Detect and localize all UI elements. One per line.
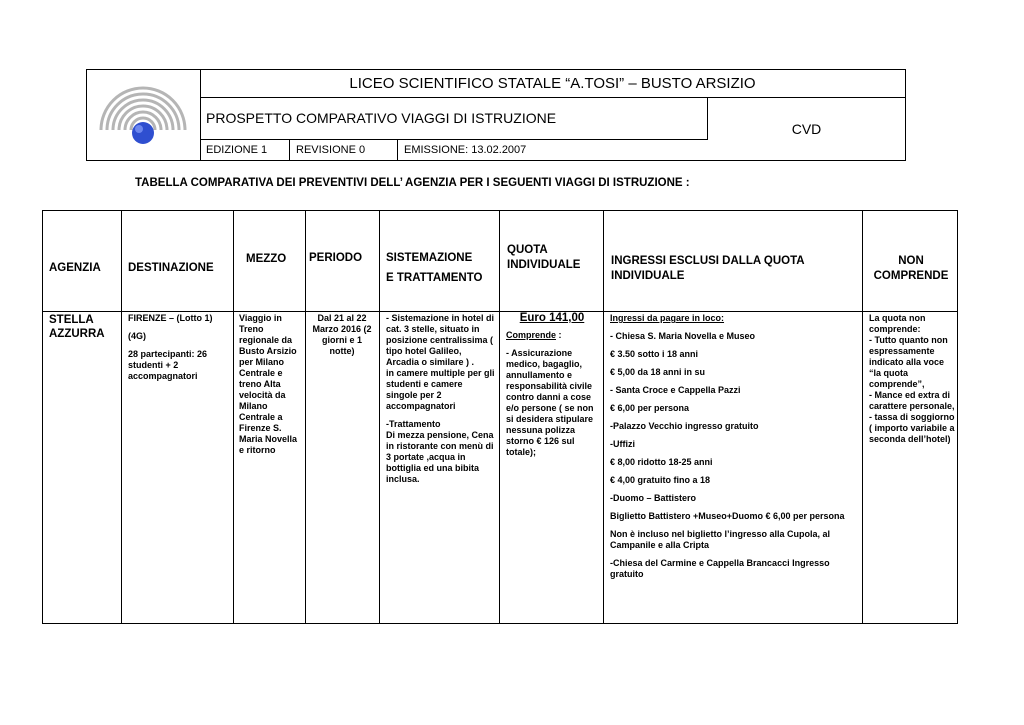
cell-periodo: Dal 21 al 22 Marzo 2016 (2 giorni e 1 notte) xyxy=(312,313,372,356)
header-non-comprende xyxy=(863,254,959,284)
cell-destinazione xyxy=(128,313,231,389)
header-destinazione: DESTINAZIONE xyxy=(128,262,214,274)
header-quota-line2: INDIVIDUALE xyxy=(507,259,581,271)
destination-class: (4G) xyxy=(128,331,146,341)
header-quota xyxy=(507,243,580,273)
ingressi-item: -Chiesa del Carmine e Cappella Brancacci Ingresso gratuito xyxy=(610,558,830,579)
column-divider xyxy=(379,211,380,623)
cell-sistemazione xyxy=(386,313,496,485)
cell-ingressi xyxy=(610,313,858,587)
document-title: PROSPETTO COMPARATIVO VIAGGI DI ISTRUZIONE xyxy=(200,97,708,140)
cell-mezzo: Viaggio in Treno regionale da Busto Arsizio per Milano Centrale e treno Alta velocità da Milano Centrale a Firenze S. Maria Novella e ritorno xyxy=(239,313,298,455)
table-subtitle: TABELLA COMPARATIVA DEI PREVENTIVI DELL’ AGENZIA PER I SEGUENTI VIAGGI DI ISTRUZIONE : xyxy=(135,177,690,189)
header-non-line1: NON xyxy=(898,255,924,267)
header-sistemazione xyxy=(386,251,482,286)
cell-quota xyxy=(506,313,598,458)
cell-agenzia xyxy=(49,313,105,341)
header-non-line2: COMPRENDE xyxy=(873,270,949,282)
emission-field: EMISSIONE: 13.02.2007 xyxy=(404,144,527,156)
sistemazione-hotel: - Sistemazione in hotel di cat. 3 stelle, situato in posizione centralissima ( tipo hotel Galileo, Arcadia o similare ) . xyxy=(386,313,495,367)
edition-field: EDIZIONE 1 xyxy=(200,140,290,160)
ingressi-item: € 5,00 da 18 anni in su xyxy=(610,367,706,377)
ingressi-item: Biglietto Battistero +Museo+Duomo € 6,00 per persona xyxy=(610,511,845,521)
ingressi-item: - Santa Croce e Cappella Pazzi xyxy=(610,385,741,395)
column-divider xyxy=(121,211,122,623)
column-divider xyxy=(499,211,500,623)
ingressi-item: -Palazzo Vecchio ingresso gratuito xyxy=(610,421,759,431)
header-quota-line1: QUOTA xyxy=(507,244,548,256)
ingressi-item: -Duomo – Battistero xyxy=(610,493,697,503)
agency-name-line1: STELLA xyxy=(49,314,94,326)
header-periodo: PERIODO xyxy=(309,252,363,264)
quota-comprende-colon: : xyxy=(556,330,562,340)
revision-field: REVISIONE 0 xyxy=(290,140,398,160)
ingressi-item: € 4,00 gratuito fino a 18 xyxy=(610,475,711,485)
column-divider xyxy=(603,211,604,623)
header-ingressi xyxy=(611,254,805,284)
quota-comprende-text: - Assicurazione medico, bagaglio, annullamento e responsabilità civile contro danni a cose e/o persone ( se non si desidera stipulare nessuna polizza storno € 126 sul totale); xyxy=(506,348,594,457)
column-divider xyxy=(233,211,234,623)
cell-non-comprende: La quota non comprende: - Tutto quanto non espressamente indicato alla voce “la quota comprende”, - Mance ed extra di carattere personale, - tassa di soggiorno ( importo variabile a seconda dell’hotel) xyxy=(869,313,955,444)
header-mezzo: MEZZO xyxy=(246,253,287,265)
quota-comprende-label: Comprende xyxy=(506,330,557,340)
ingressi-item: € 8,00 ridotto 18-25 anni xyxy=(610,457,713,467)
header-row-divider xyxy=(43,311,957,312)
column-divider xyxy=(305,211,306,623)
document-code: CVD xyxy=(791,120,822,137)
ingressi-item: - Chiesa S. Maria Novella e Museo xyxy=(610,331,756,341)
agency-name-line2: AZZURRA xyxy=(49,328,105,340)
quota-price: Euro 141,00 xyxy=(519,312,585,324)
ingressi-item: Non è incluso nel biglietto l’ingresso alla Cupola, al Campanile e alla Cripta xyxy=(610,529,831,550)
document-header xyxy=(86,69,906,161)
school-logo xyxy=(87,70,201,160)
logo-arcs-icon xyxy=(87,70,200,160)
header-agenzia: AGENZIA xyxy=(49,262,101,274)
header-ingressi-line2: INDIVIDUALE xyxy=(611,270,685,282)
sistemazione-camere: in camere multiple per gli studenti e camere singole per 2 accompagnatori xyxy=(386,368,495,411)
ingressi-item: Ingressi da pagare in loco: xyxy=(610,313,725,323)
destination-participants: 28 partecipanti: 26 studenti + 2 accompagnatori xyxy=(128,349,208,381)
comparison-table xyxy=(42,210,958,624)
destination-city: FIRENZE – (Lotto 1) xyxy=(128,313,213,323)
ingressi-item: -Uffizi xyxy=(610,439,635,449)
ingressi-item: € 6,00 per persona xyxy=(610,403,690,413)
sistemazione-trattamento: Di mezza pensione, Cena in ristorante con menù di 3 portate ,acqua in bottiglia ed una bibita inclusa. xyxy=(386,430,494,484)
school-name: LICEO SCIENTIFICO STATALE “A.TOSI” – BUSTO ARSIZIO xyxy=(200,70,905,98)
ingressi-item: € 3.50 sotto i 18 anni xyxy=(610,349,699,359)
header-sistemazione-line2: E TRATTAMENTO xyxy=(386,272,483,284)
header-ingressi-line1: INGRESSI ESCLUSI DALLA QUOTA xyxy=(611,255,805,267)
sistemazione-trattamento-label: -Trattamento xyxy=(386,419,441,429)
header-sistemazione-line1: SISTEMAZIONE xyxy=(386,252,473,264)
